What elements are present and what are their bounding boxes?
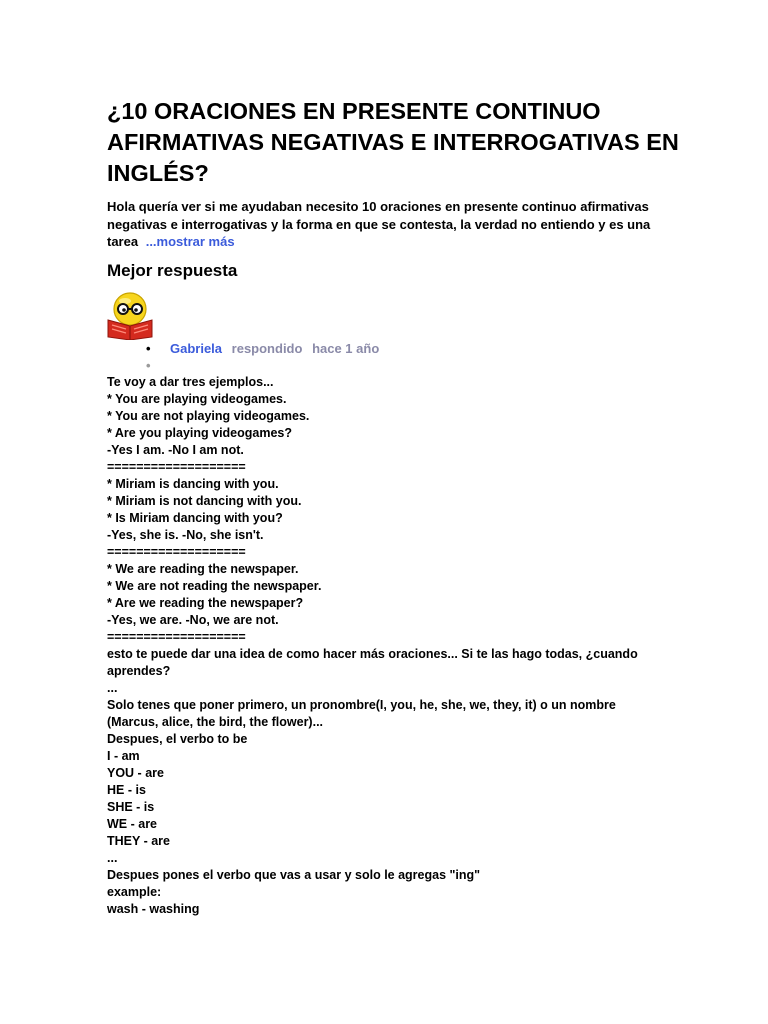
answer-line: * Is Miriam dancing with you?: [107, 511, 283, 525]
answer-line: ===================: [107, 630, 246, 644]
answer-line: example:: [107, 885, 162, 899]
answer-line: THEY - are: [107, 834, 170, 848]
show-more-link[interactable]: ...mostrar más: [145, 234, 235, 249]
answer-line: * Are we reading the newspaper?: [107, 596, 304, 610]
question-title: ¿10 ORACIONES EN PRESENTE CONTINUO AFIRMATIVAS NEGATIVAS E INTERROGATIVAS EN INGLÉS?: [107, 98, 679, 186]
answer-line: -Yes I am. -No I am not.: [107, 443, 244, 457]
answer-line: SHE - is: [107, 800, 155, 814]
answer-line: HE - is: [107, 783, 146, 797]
answer-line: * We are not reading the newspaper.: [107, 579, 322, 593]
answer-meta-empty-item: [146, 357, 379, 374]
answer-line: esto te puede dar una idea de como hacer más oraciones... Si te las hago todas, ¿cuando aprendes?: [107, 647, 638, 678]
author-link[interactable]: Gabriela: [170, 341, 223, 356]
answer-line: ...: [107, 851, 118, 865]
question-text: Hola quería ver si me ayudaban necesito 10 oraciones en presente continuo afirmativas negativas e interrogativas y la forma en que se contesta, la verdad no entiendo y es una tarea: [107, 199, 651, 249]
answer-line: Te voy a dar tres ejemplos...: [107, 375, 274, 389]
reading-emoji-avatar-icon: [106, 290, 154, 340]
answer-line: * Miriam is not dancing with you.: [107, 494, 302, 508]
answer-meta-item: [146, 340, 379, 357]
answer-line: * You are not playing videogames.: [107, 409, 310, 423]
answer-action: respondido: [231, 341, 303, 356]
answer-line: wash - washing: [107, 902, 200, 916]
answer-line: WE - are: [107, 817, 158, 831]
answer-line: * Are you playing videogames?: [107, 426, 293, 440]
question-body: [107, 198, 667, 251]
answer-body: [107, 374, 667, 918]
answer-line: -Yes, she is. -No, she isn't.: [107, 528, 264, 542]
answer-line: ===================: [107, 545, 246, 559]
answer-line: YOU - are: [107, 766, 164, 780]
answer-time: hace 1 año: [312, 341, 380, 356]
answer-line: -Yes, we are. -No, we are not.: [107, 613, 279, 627]
answer-line: Solo tenes que poner primero, un pronombre(I, you, he, she, we, they, it) o un nombre (Marcus, alice, the bird, the flower)...: [107, 698, 616, 729]
answer-line: ===================: [107, 460, 246, 474]
answer-line: * We are reading the newspaper.: [107, 562, 299, 576]
answer-line: ...: [107, 681, 118, 695]
answer-meta: [146, 340, 379, 374]
best-answer-heading: Mejor respuesta: [107, 261, 238, 280]
answer-line: * Miriam is dancing with you.: [107, 477, 279, 491]
answer-line: * You are playing videogames.: [107, 392, 287, 406]
answer-line: I - am: [107, 749, 140, 763]
answer-line: Despues, el verbo to be: [107, 732, 248, 746]
answer-line: Despues pones el verbo que vas a usar y solo le agregas "ing": [107, 868, 481, 882]
